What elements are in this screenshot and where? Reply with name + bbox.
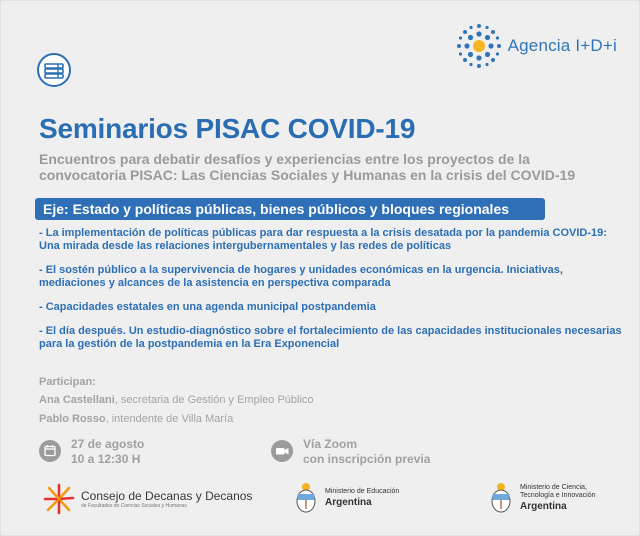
min-cien-line1: Ministerio de Ciencia, bbox=[520, 483, 587, 491]
agencia-text: Agencia I+D+i bbox=[507, 36, 617, 55]
page-title: Seminarios PISAC COVID-19 bbox=[39, 113, 416, 144]
min-edu-line2: Argentina bbox=[325, 496, 372, 508]
eje-banner: Eje: Estado y políticas públicas, bienes públicos y bloques regionales bbox=[35, 198, 545, 220]
subtitle: Encuentros para debatir desafíos y experiencias entre los proyectos de la convocatoria PISAC: Las Ciencias Sociales y Humanas en la crisis del COVID-19 bbox=[39, 151, 576, 183]
participant-row bbox=[39, 413, 439, 426]
consejo-title: Consejo de Decanas y Decanos bbox=[81, 489, 253, 503]
participant-row bbox=[39, 394, 439, 407]
topic-item: - El sostén público a la supervivencia de hogares y unidades económicas en la urgencia. Iniciativas, mediaciones y alcances de la asistencia en perspectiva comparada bbox=[39, 264, 563, 289]
video-camera-icon bbox=[271, 440, 293, 462]
event-platform bbox=[271, 437, 430, 467]
calendar-icon bbox=[39, 440, 61, 462]
min-cien-line2: Tecnología e Innovación bbox=[520, 491, 596, 499]
participant-name: Pablo Rosso bbox=[39, 413, 106, 425]
consejo-star-icon bbox=[43, 483, 75, 515]
event-time-text: 10 a 12:30 H bbox=[71, 452, 141, 466]
footer-logos bbox=[1, 481, 640, 531]
agencia-dots-icon bbox=[456, 23, 502, 69]
topic-item: - Capacidades estatales en una agenda municipal postpandemia bbox=[39, 301, 376, 313]
participant-name: Ana Castellani bbox=[39, 394, 115, 406]
ministerio-educacion-logo bbox=[293, 481, 399, 515]
consejo-subtitle: de Facultades de Ciencias Sociales y Humanas bbox=[81, 503, 187, 509]
argentina-shield-icon bbox=[293, 481, 319, 515]
topic-list bbox=[39, 227, 629, 362]
agencia-logo bbox=[456, 23, 617, 69]
argentina-shield-icon bbox=[488, 481, 514, 515]
event-platform-text: Vía Zoom bbox=[303, 437, 358, 451]
consejo-logo bbox=[43, 483, 252, 515]
participant-role: , intendente de Villa María bbox=[105, 413, 234, 425]
participants-heading: Participan: bbox=[39, 376, 96, 388]
participants bbox=[39, 376, 439, 432]
ministerio-ciencia-logo bbox=[488, 481, 596, 515]
topic-item: - La implementación de políticas públicas para dar respuesta a la crisis desatada por la pandemia COVID-19: Una mirada desde las relaciones intergubernamentales y las redes de políticas bbox=[39, 227, 607, 252]
min-cien-line3: Argentina bbox=[520, 500, 567, 512]
pisac-books-icon bbox=[37, 53, 71, 87]
event-date-text: 27 de agosto bbox=[71, 437, 145, 451]
event-registration-text: con inscripción previa bbox=[303, 452, 431, 466]
topic-item: - El día después. Un estudio-diagnóstico sobre el fortalecimiento de las capacidades institucionales necesarias para la gestión de la postpandemia en la Era Exponencial bbox=[39, 325, 622, 350]
participant-role: , secretaria de Gestión y Empleo Público bbox=[114, 394, 314, 406]
event-date bbox=[39, 437, 144, 467]
min-edu-line1: Ministerio de Educación bbox=[325, 487, 400, 495]
